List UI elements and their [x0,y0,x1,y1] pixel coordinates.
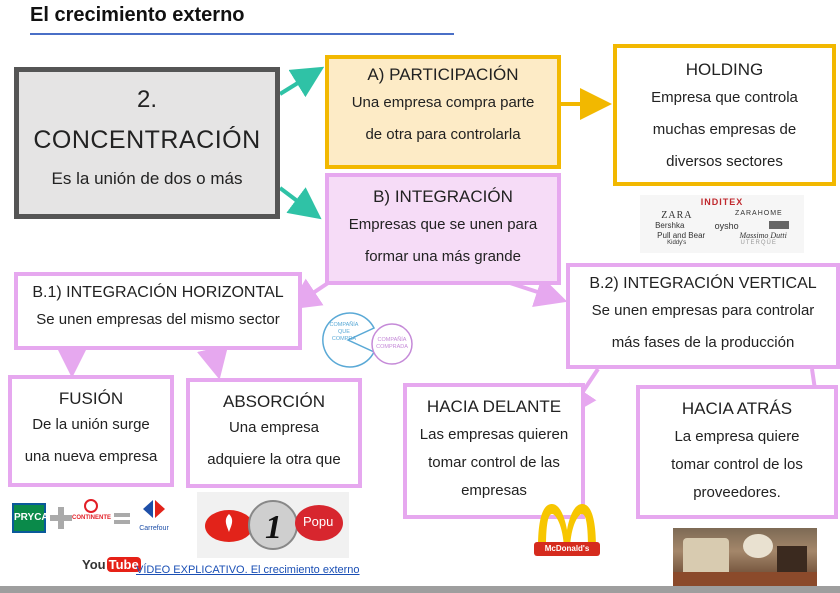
pryca-label: PRYCA [14,512,49,523]
concept-number: 2. [136,86,157,113]
inditex-logo [640,195,804,253]
pacman-right-label: COMPAÑÍA COMPRADA [376,337,408,350]
concept-word: CONCENTRACIÓN [33,126,261,154]
pullandbear-logo: Pull and Bear [657,231,706,240]
participacion-line1: Una empresa compra parte [351,94,535,111]
kiddys-logo: Kiddy's [667,240,687,246]
concept-text: Es la unión de dos o más [51,169,243,188]
arrow-integracion-vertical [510,283,556,298]
svg-text:1: 1 [265,509,282,546]
atras-box [636,385,838,519]
vertical-line2: más fases de la producción [611,334,795,351]
arrow-horizontal-absorcion [213,350,217,368]
fusion-box [8,375,174,487]
fusion-line1: De la unión surge [32,416,150,433]
atras-line3: proveedores. [693,484,781,501]
participacion-title: A) PARTICIPACIÓN [367,65,519,84]
stradivarius-logo [769,221,789,229]
participacion-line2: de otra para controlarla [365,126,521,143]
holding-line2: muchas empresas de [652,121,797,138]
horizontal-line1: Se unen empresas del mismo sector [36,311,280,328]
equals-sign [114,511,130,525]
fusion-title: FUSIÓN [58,389,124,408]
absorcion-box [186,378,362,488]
atras-line1: La empresa quiere [674,428,800,445]
holding-line1: Empresa que controla [651,89,798,106]
horizontal-box [14,272,302,350]
page-title: El crecimiento externo [30,4,245,26]
oysho-logo: oysho [714,221,739,231]
participacion-box [325,55,561,169]
fusion-line2: una nueva empresa [24,448,158,465]
delante-line2: tomar control de las [428,454,560,471]
coffee-farm-photo [673,528,817,586]
bershka-logo: Bershka [655,221,685,230]
mcdonalds-label: McDonald's [544,544,590,553]
pacman-left-label: COMPAÑÍA QUE COMPRA [329,322,359,342]
pryca-logo [12,503,49,533]
absorcion-line1: Una empresa [228,419,320,436]
inditex-brand: INDITEX [700,197,744,207]
carrefour-label: Carrefour [139,525,169,532]
popular-label: Popu [303,514,334,529]
horizontal-title: B.1) INTEGRACIÓN HORIZONTAL [32,284,284,301]
youtube-logo[interactable] [82,557,139,577]
integracion-line2: formar una más grande [365,248,521,265]
video-link[interactable]: VÍDEO EXPLICATIVO. El crecimiento externo [136,564,360,576]
holding-title: HOLDING [685,60,764,79]
integracion-line1: Empresas que se unen para [348,216,538,233]
zarahome-logo: ZARAHOME [735,210,783,217]
integracion-box [325,173,561,285]
youtube-label: You Tube [82,557,139,572]
arrow-concept-participacion [280,73,314,94]
uterque-logo: UTERQÜE [740,240,777,246]
absorcion-title: ABSORCIÓN [222,392,326,411]
santander-popular-image [197,492,349,558]
continente-label: CONTINENTE [72,515,111,521]
plus-sign [50,507,72,529]
golden-arches-icon [538,504,596,548]
pacman-illustration [316,310,416,370]
holding-box [613,44,836,186]
vertical-box [566,263,840,369]
delante-line3: empresas [461,482,527,499]
mcdonalds-logo [532,500,602,564]
continente-logo [72,495,110,531]
carrefour-logo [136,498,172,536]
carrefour-symbol-icon [139,498,169,520]
atras-line2: tomar control de los [671,456,803,473]
concentracion-box [14,67,280,219]
bottom-bar [0,586,840,593]
absorcion-line2: adquiere la otra que [207,451,341,468]
delante-line1: Las empresas quieren [419,426,569,443]
integracion-title: B) INTEGRACIÓN [373,187,513,206]
arrow-concept-integracion [280,188,312,212]
zara-logo: ZARA [661,210,693,221]
holding-line3: diversos sectores [666,153,783,170]
arrow-integracion-horizontal [298,283,328,303]
delante-title: HACIA DELANTE [426,397,562,416]
massimodutti-logo: Massimo Dutti [739,231,787,240]
delante-box [403,383,585,519]
continente-symbol-icon [84,499,98,513]
vertical-title: B.2) INTEGRACIÓN VERTICAL [589,275,817,292]
vertical-line1: Se unen empresas para controlar [591,302,815,319]
atras-title: HACIA ATRÁS [681,399,793,418]
